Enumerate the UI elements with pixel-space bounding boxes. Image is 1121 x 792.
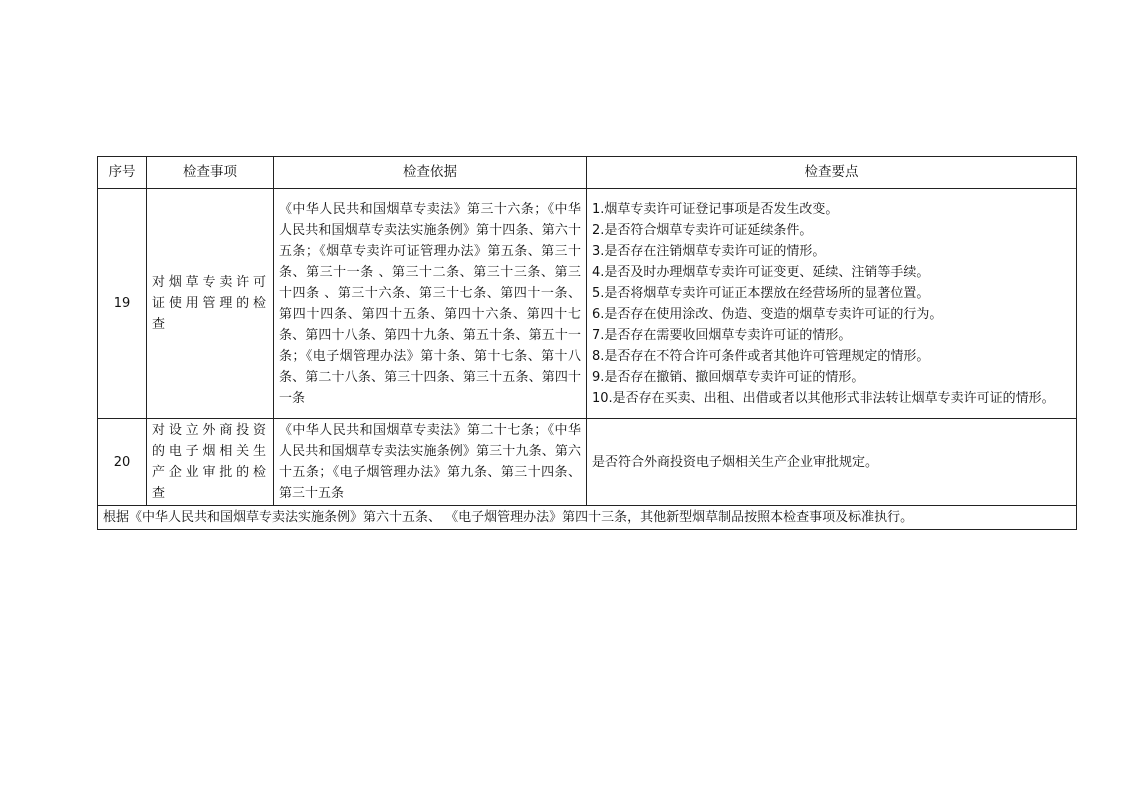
list-item: 2.是否符合烟草专卖许可证延续条件。 <box>592 222 813 238</box>
table-row <box>98 419 1077 506</box>
list-item: 是否符合外商投资电子烟相关生产企业审批规定。 <box>592 454 879 470</box>
row-basis: 《中华人民共和国烟草专卖法》第三十六条；《中华人民共和国烟草专卖法实施条例》第十四条、第六十五条；《烟草专卖许可证管理办法》第五条、第三十条、第三十一条 、第三十二条、第三十三条、第三十四条 、第三十六条、第三十七条、第四十一条、第四十四条、第四十五条、第四十六条、第四十七条、第四十八条、第四十九条、第五十条、第五十一条；《电子烟管理办法》第十条、第十七条、第十八条、第二十八条、第三十四条、第三十五条、第四十一条 <box>274 189 587 419</box>
list-item: 6.是否存在使用涂改、伪造、变造的烟草专卖许可证的行为。 <box>592 306 943 322</box>
row-seq: 19 <box>98 189 147 419</box>
table-note: 根据《中华人民共和国烟草专卖法实施条例》第六十五条、 《电子烟管理办法》第四十三条，其他新型烟草制品按照本检查事项及标准执行。 <box>98 506 1077 530</box>
note-row <box>98 506 1077 530</box>
header-points: 检查要点 <box>587 157 1077 189</box>
list-item: 1.烟草专卖许可证登记事项是否发生改变。 <box>592 201 839 217</box>
row-item: 对烟草专卖许可证使用管理的检查 <box>147 189 274 419</box>
row-seq: 20 <box>98 419 147 506</box>
list-item: 9.是否存在撤销、撤回烟草专卖许可证的情形。 <box>592 369 865 385</box>
table-row <box>98 189 1077 419</box>
header-row <box>98 157 1077 189</box>
row-item: 对设立外商投资的电子烟相关生产企业审批的检查 <box>147 419 274 506</box>
list-item: 8.是否存在不符合许可条件或者其他许可管理规定的情形。 <box>592 348 930 364</box>
header-item: 检查事项 <box>147 157 274 189</box>
row-basis: 《中华人民共和国烟草专卖法》第二十七条；《中华人民共和国烟草专卖法实施条例》第三十九条、第六十五条；《电子烟管理办法》第九条、第三十四条、第三十五条 <box>274 419 587 506</box>
list-item: 4.是否及时办理烟草专卖许可证变更、延续、注销等手续。 <box>592 264 930 280</box>
header-basis: 检查依据 <box>274 157 587 189</box>
list-item: 10.是否存在买卖、出租、出借或者以其他形式非法转让烟草专卖许可证的情形。 <box>592 390 1055 406</box>
row-points <box>587 419 1077 506</box>
list-item: 7.是否存在需要收回烟草专卖许可证的情形。 <box>592 327 852 343</box>
row-points <box>587 189 1077 419</box>
list-item: 5.是否将烟草专卖许可证正本摆放在经营场所的显著位置。 <box>592 285 930 301</box>
inspection-table <box>97 156 1077 530</box>
header-seq: 序号 <box>98 157 147 189</box>
list-item: 3.是否存在注销烟草专卖许可证的情形。 <box>592 243 826 259</box>
